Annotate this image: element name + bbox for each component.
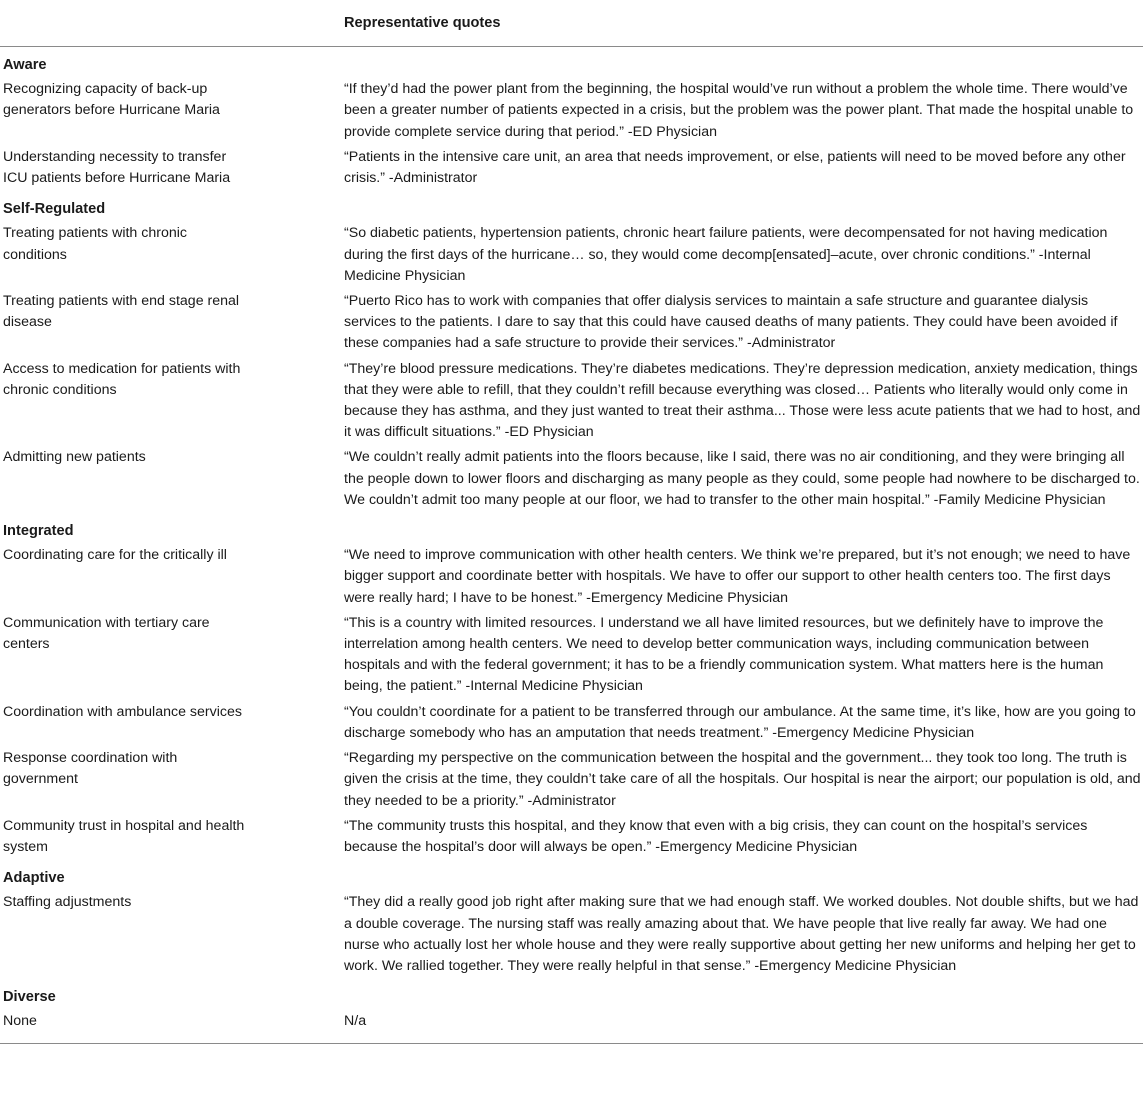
table-row — [0, 890, 1143, 979]
theme-label: Response coordination with government — [3, 750, 178, 788]
table-body — [0, 47, 1143, 1044]
section-row — [0, 191, 1143, 221]
section-title: Diverse — [3, 989, 56, 1006]
representative-quote: “They did a really good job right after making sure that we had enough staff. We worked doubles. Not double shifts, but we had a double coverage. The nursing staff was really amazing about that. We have people that live really far away. We had one nurse who actually lost her whole house and they were really supportive about getting her new uniforms and helping her get to work. We rallied together. They were really helpful in that sense.” -Emergency Medicine Physician — [344, 894, 1139, 974]
section-row — [0, 860, 1143, 890]
table-row — [0, 77, 1143, 145]
theme-label: Recognizing capacity of back-up generators before Hurricane Maria — [3, 81, 220, 119]
table-row — [0, 700, 1143, 746]
table-row — [0, 543, 1143, 611]
table-row — [0, 221, 1143, 289]
theme-label: Community trust in hospital and health system — [3, 817, 245, 855]
theme-label: Coordinating care for the critically ill — [3, 547, 227, 564]
theme-label: None — [0, 1009, 340, 1043]
theme-label: Treating patients with end stage renal disease — [3, 293, 240, 331]
header-col-1 — [0, 0, 340, 47]
section-title: Aware — [3, 57, 47, 73]
representative-quote: “You couldn’t coordinate for a patient to be transferred through our ambulance. At the same time, it’s like, how are you going to discharge somebody who has an amputation that needs treatment.” -Emergency Medicine Physician — [344, 703, 1136, 741]
representative-quote: “We need to improve communication with other health centers. We think we’re prepared, but it’s not enough; we need to have bigger support and coordinate better with hospitals. We have to offer our support to other health centers too. The first days were really hard; I have to be honest.” -Emergency Medicine Physician — [344, 547, 1131, 606]
section-row — [0, 513, 1143, 543]
theme-label: Access to medication for patients with chronic conditions — [3, 360, 241, 398]
theme-label: Communication with tertiary care centers — [3, 614, 210, 653]
table-row — [0, 611, 1143, 700]
header-row — [0, 0, 1143, 47]
table-row — [0, 357, 1143, 446]
table-row — [0, 445, 1143, 513]
representative-quote: “We couldn’t really admit patients into the floors because, like I said, there was no air conditioning, and they were bringing all the people down to lower floors and discharging as many people as they could, some people had nowhere to be discharged to. We couldn’t admit too many people at our floor, we had to transfer to the other main hospital.” -Family Medicine Physician — [344, 449, 1140, 508]
theme-label: Admitting new patients — [3, 449, 146, 466]
representative-quote: “Regarding my perspective on the communication between the hospital and the government... they took too long. The truth is given the crisis at the time, they couldn’t take care of all the hospitals. Our hospital is near the airport; our population is old, and they needed to be a priority.” -Administrator — [344, 750, 1141, 809]
representative-quote: “Puerto Rico has to work with companies that offer dialysis services to maintain a safe structure and guarantee dialysis services to the patients. I dare to say that this could have caused deaths of many patients. They could have been avoided if these companies had a safe structure to provide their services.” -Administrator — [344, 293, 1118, 352]
section-title: Self-Regulated — [3, 201, 106, 218]
table-row — [0, 1009, 1143, 1043]
representative-quote: “So diabetic patients, hypertension patients, chronic heart failure patients, were decompensated for not having medication during the first days of the hurricane… so, they would come decomp[ensated]–acute, over chronic conditions.” -Internal Medicine Physician — [344, 225, 1108, 284]
table-header — [0, 0, 1143, 47]
representative-quote: “Patients in the intensive care unit, an area that needs improvement, or else, patients will need to be moved before any other crisis.” -Administrator — [344, 148, 1126, 187]
table-row — [0, 289, 1143, 357]
table-row — [0, 814, 1143, 860]
section-row — [0, 47, 1143, 78]
theme-label: Treating patients with chronic conditions — [3, 225, 188, 263]
table-row — [0, 145, 1143, 191]
theme-label: Staffing adjustments — [3, 894, 132, 911]
representative-quote: “They’re blood pressure medications. They’re diabetes medications. They’re depression medication, anxiety medication, things that they were able to refill, that they couldn’t refill because everything was closed… Patients who literally would only come in because they has asthma, and they just wanted to treat their asthma... Those were less acute patients that we had to host, and it was difficult situations.” -ED Physician — [344, 360, 1141, 441]
table-row — [0, 746, 1143, 814]
theme-label: Understanding necessity to transfer ICU patients before Hurricane Maria — [3, 148, 231, 187]
section-row — [0, 979, 1143, 1009]
section-title: Integrated — [3, 523, 74, 540]
header-col-2: Representative quotes — [340, 0, 1143, 47]
representative-quote: “This is a country with limited resources. I understand we all have limited resources, but we definitely have to improve the interrelation among health centers. We need to develop better communication ways, including communication between hospitals and with the federal government; it has to be a friendly communication system. What matters here is the human being, the patient.” -Internal Medicine Physician — [344, 614, 1104, 695]
theme-label: Coordination with ambulance services — [3, 703, 242, 720]
representative-quote: N/a — [340, 1009, 1143, 1043]
representative-quote: “The community trusts this hospital, and they know that even with a big crisis, they can count on the hospital’s services because the hospital’s door will always be open.” -Emergency Medicine Physician — [344, 817, 1088, 855]
section-title: Adaptive — [3, 870, 65, 887]
representative-quote: “If they’d had the power plant from the beginning, the hospital would’ve run without a problem the whole time. There would’ve been a greater number of patients expected in a crisis, but the problem was the power plant. That made the hospital unable to provide complete service during that period.” -ED Physician — [344, 81, 1134, 140]
